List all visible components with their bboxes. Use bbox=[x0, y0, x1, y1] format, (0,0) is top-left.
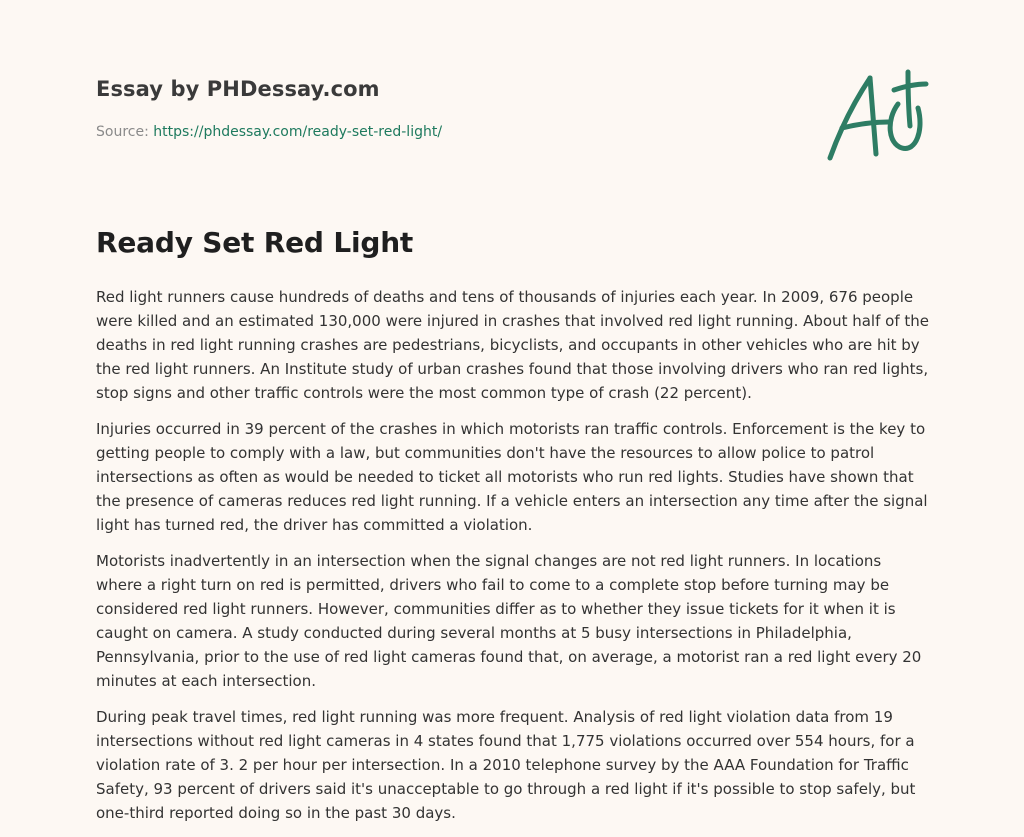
essay-paragraph: Red light runners cause hundreds of deaths and tens of thousands of injuries each year. In 2009, 676 people were killed and an estimated 130,000 were injured in crashes that involved red light running. About half of the deaths in red light running crashes are pedestrians, bicyclists, and occupants in other vehicles who are hit by the red light runners. An Institute study of urban crashes found that those involving drivers who ran red lights, stop signs and other traffic controls were the most common type of crash (22 percent). bbox=[96, 288, 929, 402]
source-link[interactable]: https://phdessay.com/ready-set-red-light/ bbox=[153, 124, 443, 140]
a-plus-logo-icon bbox=[822, 68, 930, 164]
source-label: Source: bbox=[96, 124, 154, 140]
essay-paragraph: Injuries occurred in 39 percent of the crashes in which motorists ran traffic controls. Enforcement is the key to getting people to comply with a law, but communities don't have the resources to allow police to patrol intersections as often as would be needed to ticket all motorists who run red lights. Studies have shown that the presence of cameras reduces red light running. If a vehicle enters an intersection any time after the signal light has turned red, the driver has committed a violation. bbox=[96, 420, 928, 534]
essay-paragraph: Motorists inadvertently in an intersection when the signal changes are not red light runners. In locations where a right turn on red is permitted, drivers who fail to come to a complete stop before turning may be considered red light runners. However, communities differ as to whether they issue tickets for it when it is caught on camera. A study conducted during several months at 5 busy intersections in Philadelphia, Pennsylvania, prior to the use of red light cameras found that, on average, a motorist ran a red light every 20 minutes at each intersection. bbox=[96, 552, 922, 690]
source-line bbox=[96, 124, 442, 140]
essay-title: Ready Set Red Light bbox=[96, 226, 414, 259]
site-brand: Essay by PHDessay.com bbox=[96, 77, 380, 101]
essay-paragraph: During peak travel times, red light running was more frequent. Analysis of red light violation data from 19 intersections without red light cameras in 4 states found that 1,775 violations occurred over 554 hours, for a violation rate of 3. 2 per hour per intersection. In a 2010 telephone survey by the AAA Foundation for Traffic Safety, 93 percent of drivers said it's unacceptable to go through a red light if it's possible to stop safely, but one-third reported doing so in the past 30 days. bbox=[96, 708, 916, 822]
essay-body bbox=[96, 285, 931, 837]
